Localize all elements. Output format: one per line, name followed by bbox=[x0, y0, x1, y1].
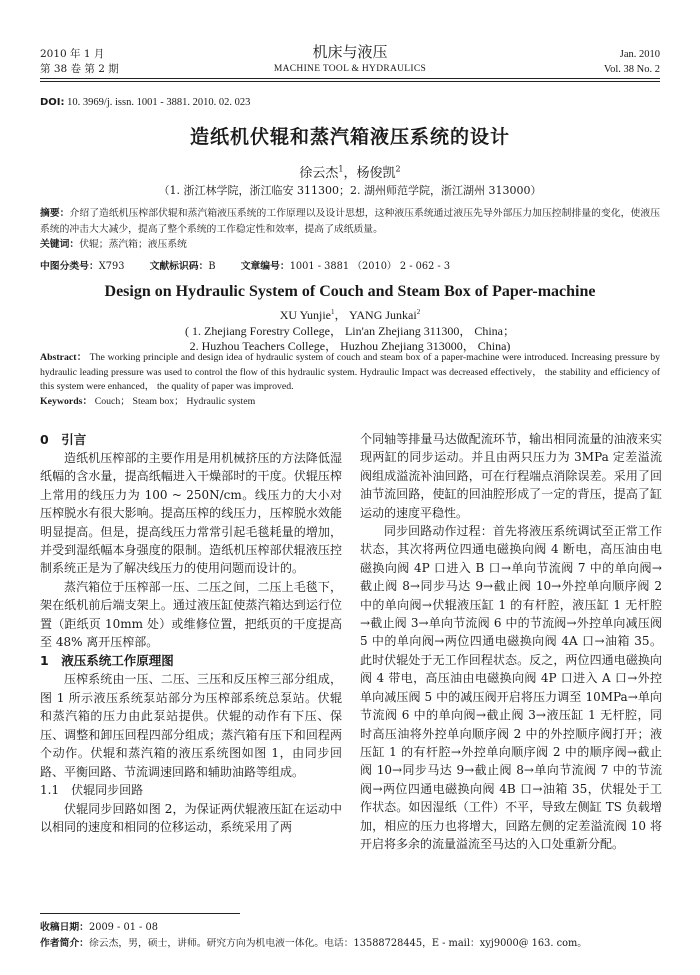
subsection-1-1-heading: 1.1 伏辊同步回路 bbox=[40, 782, 144, 797]
journal-name-en: MACHINE TOOL & HYDRAULICS bbox=[273, 64, 427, 74]
article-title-cn: 造纸机伏辊和蒸汽箱液压系统的设计 bbox=[189, 126, 510, 148]
affiliation-en-line-1: ( 1. Zhejiang Forestry College， Lin'an Zhejiang 311300， China； bbox=[185, 324, 515, 338]
authors-en bbox=[0, 306, 700, 323]
author-1-en-mark: 1 bbox=[330, 308, 335, 316]
issue-date-en: Jan. 2010 bbox=[619, 49, 660, 60]
author-en-separator: ， bbox=[334, 308, 350, 322]
article-number-label: 文章编号： bbox=[240, 261, 290, 272]
doi-value[interactable]: 10. 3969/j. issn. 1001 - 3881. 2010. 02. 023 bbox=[67, 97, 251, 108]
keywords-cn-text: 伏辊；蒸汽箱；液压系统 bbox=[79, 239, 187, 250]
classification-line bbox=[40, 258, 660, 272]
doi-label: DOI: bbox=[40, 97, 65, 108]
body-column-right bbox=[360, 430, 662, 853]
keywords-cn-label: 关键词： bbox=[40, 239, 80, 250]
intro-paragraph-1: 造纸机压榨部的主要作用是用机械挤压的方法降低湿纸幅的含水量，提高纸幅进入干燥部时的干度。伏辊压榨上常用的线压力为 100 ~ 250N/cm。线压力的大小对压榨脱水有很大影响。提高压榨的线压力，压榨脱水效能明显提高。但是，提高线压力常常引起毛毯耗量的增加，并受到湿纸幅本身强度的限制。造纸机压榨部伏辊液压控制系统正是为了解决线压力的使用问题而设计的。 bbox=[40, 451, 342, 576]
author-2-mark: 2 bbox=[395, 164, 401, 174]
received-label: 收稿日期： bbox=[40, 922, 89, 933]
abstract-en-label: Abstract： bbox=[40, 352, 87, 363]
affiliation-en-line-2: 2. Huzhou Teachers College， Huzhou Zhejiang 313000， China) bbox=[189, 339, 511, 353]
journal-name-cn: 机床与液压 bbox=[312, 43, 388, 61]
clc-value: X793 bbox=[98, 261, 125, 272]
volume-cn: 第 38 卷 第 2 期 bbox=[40, 63, 119, 75]
clc-label: 中图分类号： bbox=[40, 261, 99, 272]
author-2-en: YANG Junkai bbox=[349, 308, 417, 322]
section-0-heading: 0 引言 bbox=[40, 432, 87, 447]
footnote-received bbox=[40, 920, 670, 935]
section-1-paragraph: 压榨系统由一压、二压、三压和反压榨三部分组成，图 1 所示液压系统泵站部分为压榨部系统总泵站。伏辊和蒸汽箱的压力由此泵站提供。伏辊的动作有下压、保压、调整和卸压回程四部分组成；蒸汽箱有压下和回程两个动作。伏辊和蒸汽箱的液压系统图如图 1，由同步回路、平衡回路、节流调速回路和辅助油路等组成。 bbox=[40, 672, 342, 779]
article-number-value: 1001 - 3881 （2010） 2 - 062 - 3 bbox=[289, 261, 451, 272]
doi-line bbox=[40, 97, 250, 108]
doc-code-value: B bbox=[208, 261, 216, 272]
abstract-cn bbox=[40, 206, 660, 253]
header-rule-thin bbox=[40, 81, 660, 82]
abstract-en-text: The working principle and design idea of hydraulic system of couch and steam box of a paper-machine were introduced. Increasing pressure by hydraulic leading pressure was used to control the flow of this hydraulic system. Hydraulic Impact was decreased effectively， the stability and efficiency of this system were enhanced， the quality of paper was improved. bbox=[40, 352, 660, 393]
abstract-en bbox=[40, 351, 660, 409]
footnote-rule bbox=[40, 913, 240, 914]
header-right bbox=[604, 47, 660, 77]
body-column-left bbox=[40, 430, 342, 837]
doc-code-label: 文献标识码： bbox=[149, 261, 209, 272]
right-paragraph-1: 个同轴等排量马达做配流环节，输出相同流量的油液来实现两缸的同步运动。并且由两只压力为 3MPa 定差溢流阀组成溢流补油回路，可在行程端点消除误差。采用了回油节流回路，使缸的回油腔形成了一定的背压，提高了缸运动的速度平稳性。 bbox=[360, 432, 662, 520]
volume-en: Vol. 38 No. 2 bbox=[603, 64, 660, 75]
subsection-1-1-paragraph: 伏辊同步回路如图 2，为保证两伏辊液压缸在运动中以相同的速度和相同的位移运动，系统采用了两 bbox=[40, 801, 342, 835]
received-date: 2009 - 01 - 08 bbox=[88, 922, 158, 933]
abstract-cn-label: 摘要： bbox=[40, 208, 70, 219]
author-2-cn: 杨俊凯 bbox=[356, 166, 396, 181]
footnote-author-bio bbox=[40, 936, 670, 951]
right-paragraph-2: 同步回路动作过程：首先将液压系统调试至正常工作状态，其次将两位四通电磁换向阀 4 断电，高压油由电磁换向阀 4P 口进入 B 口→单向节流阀 7 中的单向阀→截止阀 8→同步马达 9→截止阀 10→外控单向顺序阀 2 中的单向阀→伏辊液压缸 1 的有杆腔，液压缸 1 无杆腔→截止阀 3→单向节流阀 6 中的节流阀→外控单向减压阀 5 中的单向阀→两位四通电磁换向阀 4A 口→油箱 35。此时伏辊处于无工作回程状态。反之，两位四通电磁换向阀 4 带电，高压油由电磁换向阀 4P 口进入 A 口→外控单向减压阀 5 中的减压阀开启将压力调至 10MPa→单向节流阀 6 中的单向阀→截止阀 3→液压缸 1 无杆腔，同时高压油将外控单向顺序阀 2 中的外控顺序阀打开；液压缸 1 的有杆腔→外控单向顺序阀 2 中的顺序阀→截止阀 10→同步马达 9→截止阀 8→单向节流阀 7 中的节流阀→两位四通电磁换向阀 4B 口→油箱 35，伏辊处于工作状态。如因湿纸（工件）不平，导致左侧缸 TS 负载增加，相应的压力也将增大，回路左侧的定差溢流阀 10 将开启将多余的流量溢流至马达的入口处重新分配。 bbox=[360, 524, 662, 851]
affiliation-cn: （1. 浙江林学院，浙江临安 311300；2. 湖州师范学院，浙江湖州 313000） bbox=[158, 184, 542, 197]
issue-date-cn: 2010 年 1 月 bbox=[40, 48, 105, 60]
abstract-cn-text: 介绍了造纸机压榨部伏辊和蒸汽箱液压系统的工作原理以及设计思想，这种液压系统通过液压先导外部压力加压控制排量的变化，使液压系统的冲击大大减少，提高了整个系统的工作稳定性和效率，提高了成纸质量。 bbox=[40, 208, 661, 235]
journal-header bbox=[0, 43, 700, 76]
author-bio-text: 徐云杰，男，硕士，讲师。研究方向为机电液一体化。电话：13588728445，E - mail：xyj9000@ 163. com。 bbox=[88, 938, 588, 949]
author-1-en: XU Yunjie bbox=[279, 308, 331, 322]
article-title-en: Design on Hydraulic System of Couch and Steam Box of Paper-machine bbox=[104, 283, 596, 300]
author-bio-label: 作者简介： bbox=[40, 938, 89, 949]
author-1-cn: 徐云杰 bbox=[299, 166, 339, 181]
keywords-en-text: Couch； Steam box； Hydraulic system bbox=[94, 395, 256, 407]
header-rule bbox=[40, 78, 660, 79]
intro-paragraph-2: 蒸汽箱位于压榨部一压、二压之间，二压上毛毯下，架在纸机前后端支架上。通过液压缸使蒸汽箱达到运行位置（距纸页 10mm 处）或维修位置，把纸页的干度提高至 48% 离开压榨部。 bbox=[40, 579, 342, 650]
keywords-en-label: Keywords： bbox=[40, 395, 93, 407]
authors-cn bbox=[0, 162, 700, 181]
author-2-en-mark: 2 bbox=[416, 308, 421, 316]
author-1-mark: 1 bbox=[338, 164, 344, 174]
section-1-heading: 1 液压系统工作原理图 bbox=[40, 653, 174, 669]
author-separator: ， bbox=[343, 166, 357, 181]
